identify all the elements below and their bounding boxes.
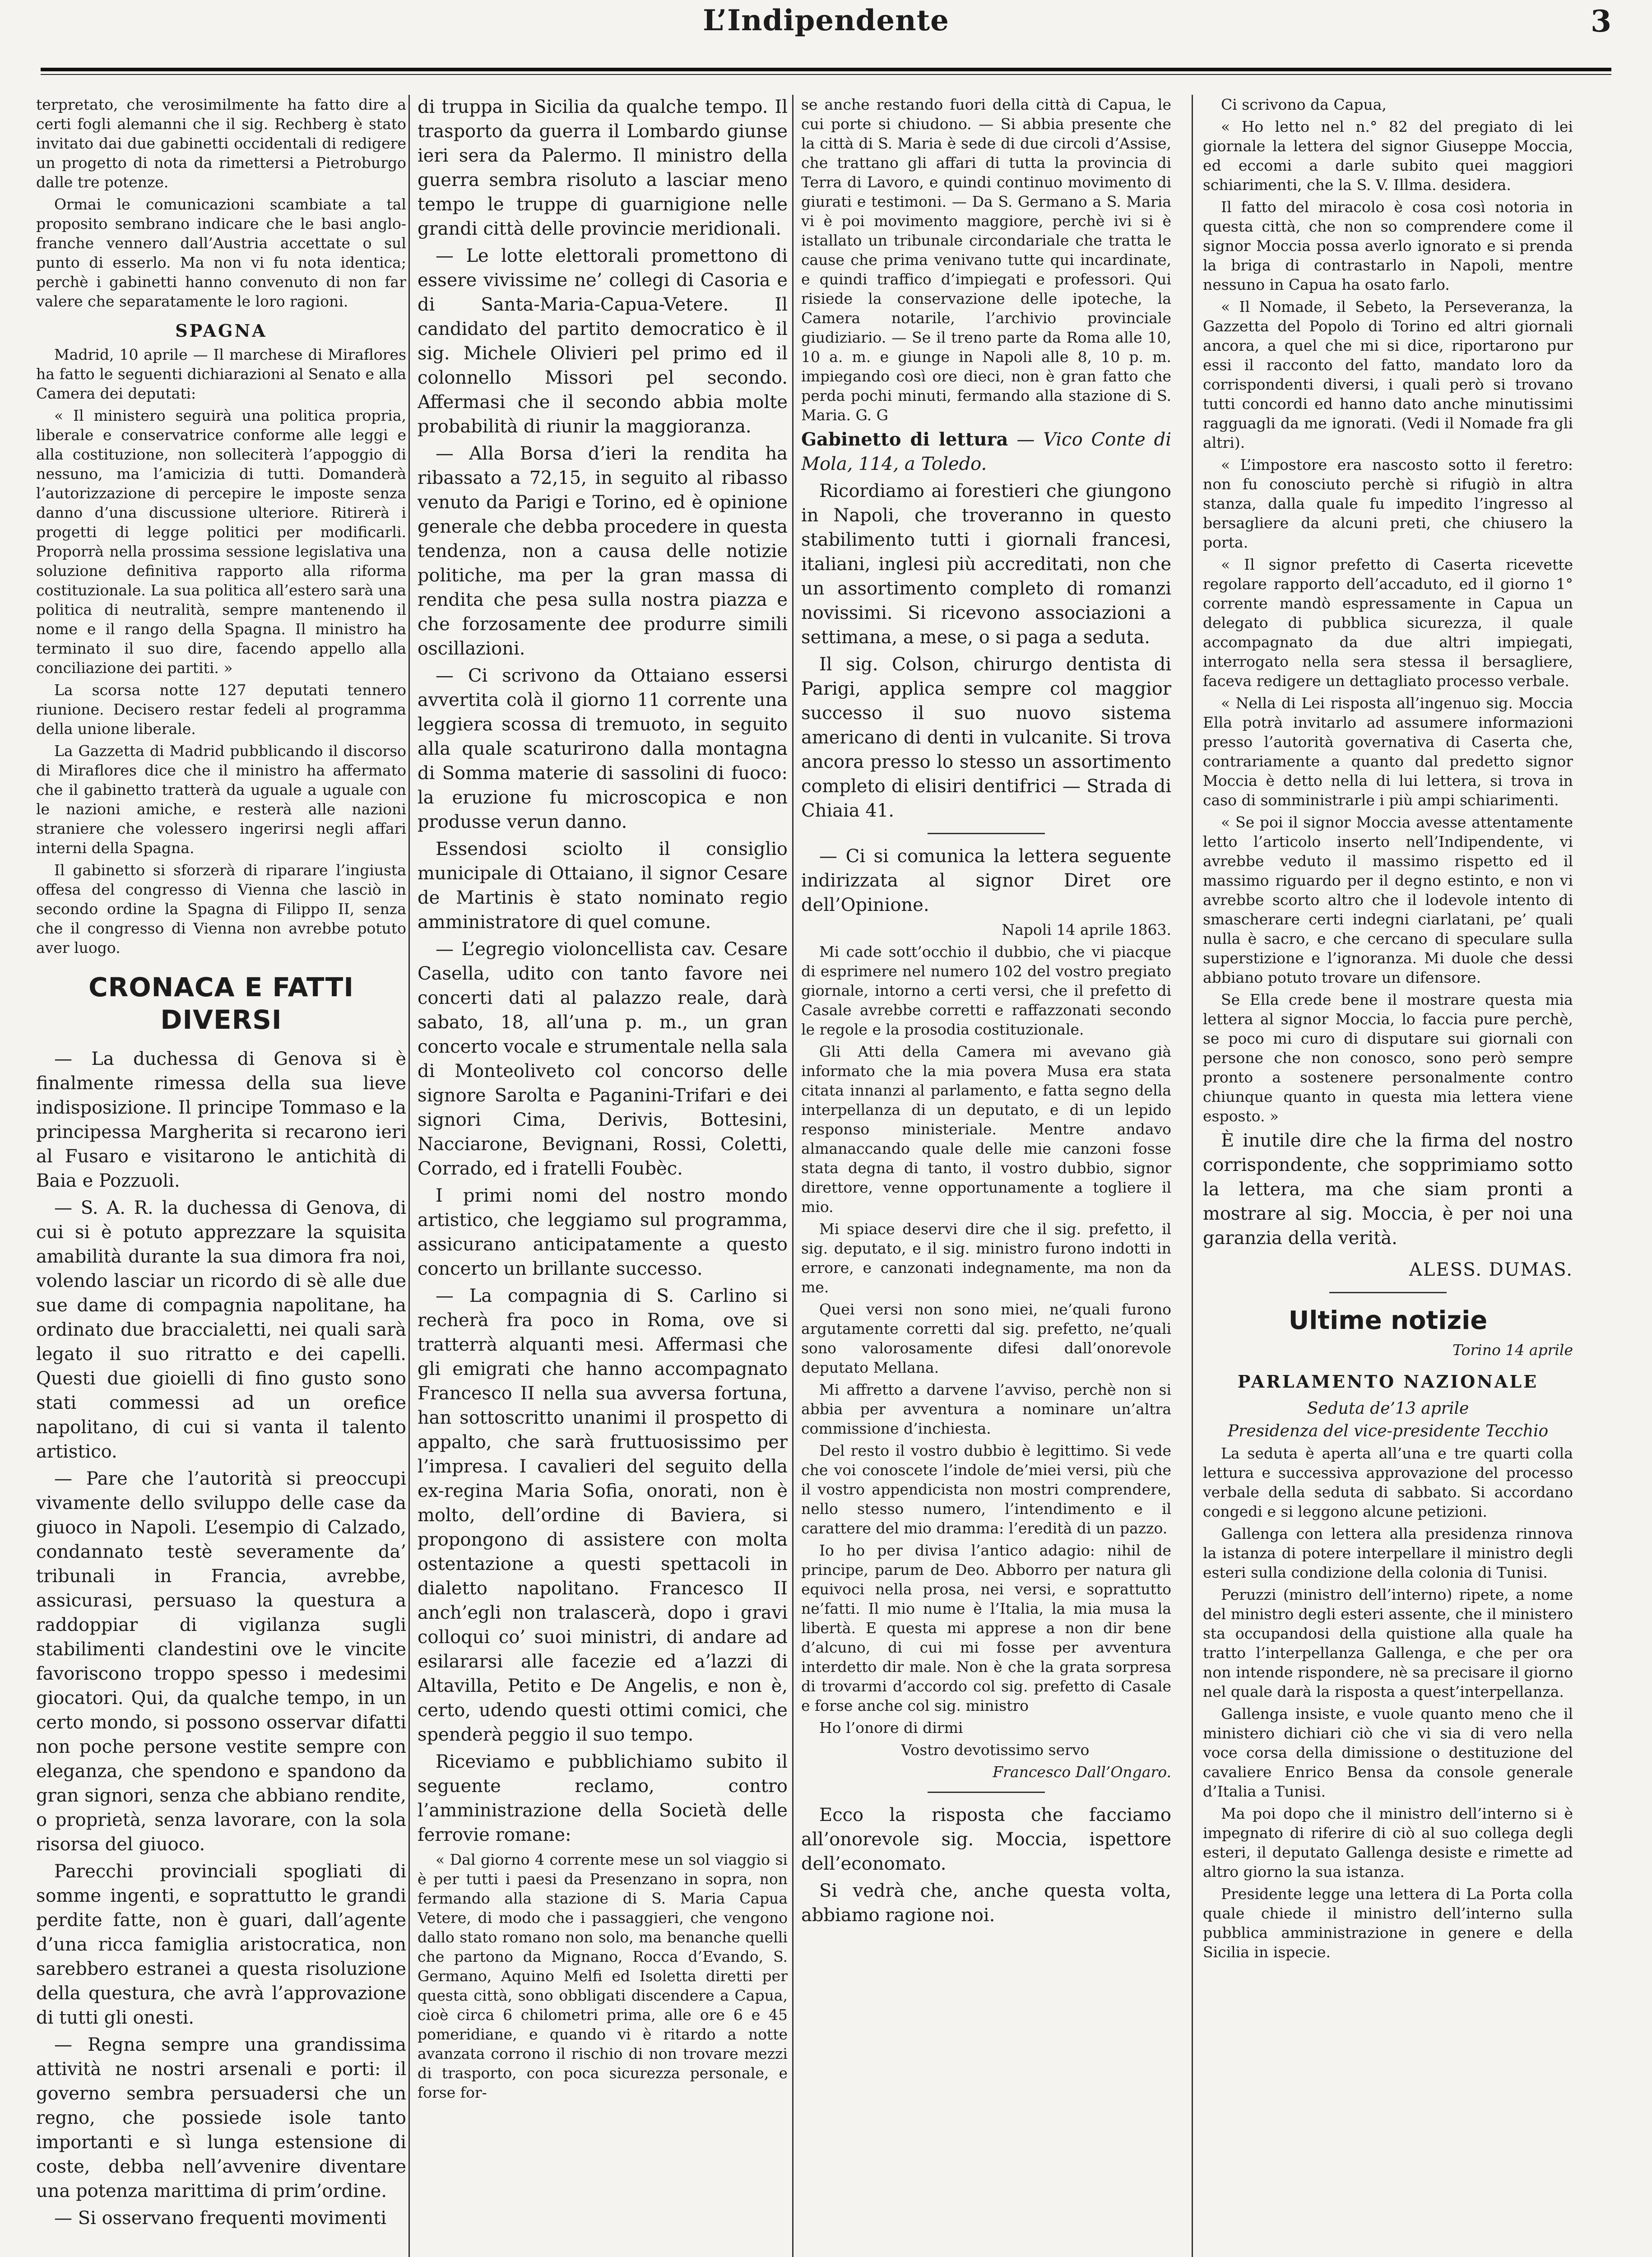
paragraph: Parecchi provinciali spogliati di somme ingenti, e soprattutto le grandi perdite fatte, non è guari, dall’agente d’una ricca famiglia aristocratica, non sarebbero estranei a questa risoluzione della questura, che avrà l’approvazione di tutti gli onesti. [36, 1861, 406, 2028]
paragraph: « Se poi il signor Moccia avesse attentamente letto l’articolo inserto nell’Indipendente, vi avrebbe veduto il massimo rispetto ed il massimo riguardo per il degno estinto, e non vi avrebbe scorto altro che il lodevole intento di smascherare certi indegni ciarlatani, pe’ quali nulla è sacro, e che cercano di speculare sulla superstizione e l’ignoranza. Mi duole che dessi abbiano potuto trovare un difensore. [1203, 813, 1573, 986]
paragraph: Riceviamo e pubblichiamo subito il seguente reclamo, contro l’amministrazione della Società delle ferrovie romane: [418, 1751, 788, 1845]
paragraph: — Alla Borsa d’ieri la rendita ha ribassato a 72,15, in seguito al ribasso venuto da Parigi e Torino, ed è opinione generale che debba procedere in questa tendenza, non a causa delle notizie politiche, ma per la gran massa di rendita che pesa sulla nostra piazza e che forzosamente dee produrre simili oscillazioni. [418, 443, 788, 659]
paragraph: Mi spiace deservi dire che il sig. prefetto, il sig. deputato, e il sig. ministro furono indotti in errore, e canzonati indegnamente, ma non da me. [801, 1220, 1171, 1296]
paragraph: — Si osservano frequenti movimenti [54, 2208, 387, 2229]
closing: Vostro devotissimo servo [901, 1741, 1090, 1759]
dateline: Napoli 14 aprile 1863. [1002, 921, 1171, 938]
gabinetto-heading [801, 427, 1171, 476]
paragraph: Gallenga insiste, e vuole quanto meno che il ministero dichiari ciò che vi sia di vero nella voce corsa della dimissione o destituzione del cavaliere Enrico Bensa da console generale d’Italia a Tunisi. [1203, 1705, 1573, 1800]
divider [928, 1792, 1045, 1793]
masthead-rule [41, 68, 1611, 71]
paragraph: se anche restando fuori della città di Capua, le cui porte si chiudono. — Si abbia presente che la città di S. Maria è sede di due circoli d’Assise, che trattano gli affari di tutta la provincia di Terra di Lavoro, e quindi continuo movimento di giurati e testimoni. — Da S. Germano a S. Maria vi è poi movimento maggiore, perchè ivi si è istallato un tribunale circondariale che tratta le cause che prima venivano tutte qui incardinate, e quindi traffico d’impiegati e professori. Qui risiede la conservazione delle ipoteche, la Camera notarile, l’archivio provinciale giudiziario. — Se il treno parte da Roma alle 10, 10 a. m. e giunge in Napoli alle 8, 10 p. m. impiegando così ore dieci, non è gran fatto che perda pochi minuti, fermando alla stazione di S. Maria. G. G [801, 96, 1171, 424]
column-divider [408, 95, 410, 2257]
paragraph: — Ci scrivono da Ottaiano essersi avvertita colà il giorno 11 corrente una leggiera scossa di tremuoto, in seguito alla quale scaturirono dalla montagna di Somma materie di sassolini di fuoco: la eruzione fu microscopica e non produsse verun danno. [418, 665, 788, 832]
paragraph: Ricordiamo ai forestieri che giungono in Napoli, che troveranno in questo stabilimento tutti i giornali francesi, italiani, inglesi più accreditati, non che un assortimento completo di romanzi novissimi. Si ricevono associazioni a settimana, a mese, o si paga a seduta. [801, 481, 1171, 648]
paragraph: « L’impostore era nascosto sotto il feretro: non fu conosciuto perchè si rifugiò in altra stanza, dalla quale fu impedito l’ingresso al bersagliere da alcuni preti, che chiusero la porta. [1203, 456, 1573, 551]
session-date: Seduta de’13 aprile [1307, 1399, 1469, 1418]
gabinetto-address: — Vico Conte di Mola, 114, a Toledo. [801, 429, 1171, 474]
paragraph: — La compagnia di S. Carlino si recherà fra poco in Roma, ove si tratterrà alquanti mesi. Affermasi che gli emigrati che hanno accompagnato Francesco II nella sua avversa fortuna, han sottoscritto unanimi il prospetto di appalto, che sarà fruttuosissimo per l’impresa. I cavalieri del seguito della ex-regina Maria Sofia, onorati, non è molto, dell’ordine di Baviera, si propongono di assistere con molta ostentazione a questi spettacoli in dialetto napolitano. Francesco II anch’egli non tralascerà, dopo i gravi colloqui co’ suoi ministri, di andare ad esilararsi alle facezie ed a’lazzi di Altavilla, Petito e De Angelis, e non è, certo, udendo questi ottimi comici, che spenderà peggio il suo tempo. [418, 1286, 788, 1745]
paragraph: Il fatto del miracolo è cosa così notoria in questa città, che non so comprendere come il signor Moccia possa averlo ignorato e si prenda la briga di contrastarlo in Napoli, mentre nessuno in Capua ha osato farlo. [1203, 198, 1573, 293]
page-number: 3 [1591, 4, 1611, 39]
paragraph: « Nella di Lei risposta all’ingenuo sig. Moccia Ella potrà invitarlo ad assumere informazioni presso l’autorità governativa di Caserta che, contrariamente a quanto dal predetto signor Moccia è detto nella di lui lettera, si trova in caso di somministrarle i più ampi schiarimenti. [1203, 694, 1573, 809]
signature: Francesco Dall’Ongaro. [993, 1763, 1171, 1781]
paragraph: — L’egregio violoncellista cav. Cesare Casella, udito con tanto favore nei concerti dati al palazzo reale, darà sabato, 18, all’una p. m., un gran concerto vocale e strumentale nella sala di Monteoliveto col concorso delle signore Sarolta e Paganini-Trifari e dei signori Cima, Derivis, Bottesini, Nacciarone, Bevignani, Rossi, Coletti, Corrado, ed i fratelli Foubèc. [418, 939, 788, 1179]
paragraph: — S. A. R. la duchessa di Genova, di cui si è potuto apprezzare la squisita amabilità durante la sua dimora fra noi, volendo lasciar un ricordo di sè alle due sue dame di compagnia napolitane, ha ordinato due braccialetti, nei quali sarà legato il suo ritratto e dei capelli. Questi due gioielli di fino gusto sono stati commessi ad un orefice napolitano, di cui si vanta il talento artistico. [36, 1198, 406, 1462]
paragraph: — Ci si comunica la lettera seguente indirizzata al signor Diret ore dell’Opinione. [801, 846, 1171, 915]
column-1 [36, 95, 406, 2257]
paragraph: « Ho letto nel n.° 82 del pregiato di lei giornale la lettera del signor Giuseppe Moccia, ed eccomi a darle subito quei maggiori schiarimenti, che la S. V. Illma. desidera. [1203, 118, 1573, 194]
paragraph: terpretato, che verosimilmente ha fatto dire a certi fogli alemanni che il sig. Rechberg è stato invitato dai due gabinetti occidentali di redigere un progetto di nota da rimettersi a Pietroburgo dalle tre potenze. [36, 96, 406, 191]
paragraph: Presidente legge una lettera di La Porta colla quale chiede il ministro dell’interno sulla pubblica amministrazione in genere e della Sicilia in ispecie. [1203, 1885, 1573, 1961]
paragraph: Ho l’onore di dirmi [819, 1719, 963, 1737]
paragraph: Del resto il vostro dubbio è legittimo. Si vede che voi conoscete l’indole de’miei versi, più che il vostro appendicista non mostri comprendere, nello stesso numero, l’intendimento e il carattere del mio dramma: l’eredità di un pazzo. [801, 1442, 1171, 1537]
gabinetto-title: Gabinetto di lettura [801, 429, 1008, 450]
paragraph: Essendosi sciolto il consiglio municipale di Ottaiano, il signor Cesare de Martinis è stato nominato regio amministratore di quel comune. [418, 839, 788, 933]
paragraph: Si vedrà che, anche questa volta, abbiamo ragione noi. [801, 1881, 1171, 1926]
newspaper-title: L’Indipendente [703, 4, 949, 37]
section-title-parlamento: PARLAMENTO NAZIONALE [1237, 1371, 1539, 1392]
paragraph: I primi nomi del nostro mondo artistico, che leggiamo sul programma, assicurano anticipatamente a questo concerto un brillante successo. [418, 1185, 788, 1279]
dateline: Torino 14 aprile [1452, 1341, 1573, 1359]
paragraph: Madrid, 10 aprile — Il marchese di Miraflores ha fatto le seguenti dichiarazioni al Senato e alla Camera dei deputati: [36, 346, 406, 402]
paragraph: Gli Atti della Camera mi avevano già informato che la mia povera Musa era stata citata innanzi al parlamento, e fatta segno della interpellanza di un deputato, e di un lepido responso ministeriale. Mentre andavo almanaccando quale delle mie canzoni fosse stata degna di tanto, il vostro dubbio, signor direttore, venne opportunamente a togliere il mio. [801, 1043, 1171, 1216]
paragraph: « Il Nomade, il Sebeto, la Perseveranza, la Gazzetta del Popolo di Torino ed altri giornali ancora, a quel che mi si dice, riportarono pur essi il racconto del fatto, mandato loro da corrispondenti diversi, i quali però si trovano tutti concordi ed hanno dato anche minutissimi ragguagli da me ignorati. (Vedi il Nomade fra gli altri). [1203, 298, 1573, 451]
paragraph: Ecco la risposta che facciamo all’onorevole sig. Moccia, ispettore dell’economato. [801, 1805, 1171, 1874]
section-title-cronaca: CRONACA E FATTI DIVERSI [88, 972, 354, 1035]
divider [928, 833, 1045, 834]
paragraph: — La duchessa di Genova si è finalmente rimessa della sua lieve indisposizione. Il principe Tommaso e la principessa Margherita si recarono ieri al Fusaro e visitarono le antichità di Baia e Pozzuoli. [36, 1049, 406, 1191]
section-title-spagna: SPAGNA [175, 320, 267, 341]
paragraph: Gallenga con lettera alla presidenza rinnova la istanza di potere interpellare il ministro degli esteri sulla condizione della colonia di Tunisi. [1203, 1525, 1573, 1581]
section-title-ultime: Ultime notizie [1288, 1306, 1488, 1335]
presidency: Presidenza del vice-presidente Tecchio [1227, 1422, 1549, 1440]
paragraph: Io ho per divisa l’antico adagio: nihil de principe, parum de Deo. Abborro per natura gli equivoci nella prosa, nei versi, e soprattutto ne’fatti. Il mio nume è l’Italia, la mia musa la libertà. E questa mi apprese a non dir bene d’alcuno, di cui mi fosse per avventura interdetto dir male. Non è che la grata sorpresa di trovarmi d’accordo col sig. prefetto di Casale e forse anche col sig. ministro [801, 1542, 1171, 1714]
paragraph: Ci scrivono da Capua, [1221, 96, 1387, 113]
paragraph: — Regna sempre una grandissima attività ne nostri arsenali e porti: il governo sembra persuadersi che un regno, che possiede isole tanto importanti e sì lunga estensione di coste, debba nell’avvenire diventare una potenza marittima di prim’ordine. [36, 2034, 406, 2201]
paragraph: — Le lotte elettorali promettono di essere vivissime ne’ collegi di Casoria e di Santa-Maria-Capua-Vetere. Il candidato del partito democratico è il sig. Michele Olivieri pel primo ed il colonnello Missori pel secondo. Affermasi che il secondo abbia molte probabilità di riunir la maggioranza. [418, 246, 788, 437]
paragraph: « Il signor prefetto di Caserta ricevette regolare rapporto dell’accaduto, ed il giorno 1° corrente mandò espressamente in Capua un delegato di pubblica sicurezza, il quale accompagnato da due altri impiegati, interrogato nella sera stessa il bersagliere, faceva redigere un dettagliato processo verbale. [1203, 556, 1573, 690]
masthead [41, 0, 1611, 77]
divider [1329, 1292, 1447, 1293]
paragraph: La scorsa notte 127 deputati tennero riunione. Decisero restar fedeli al programma della unione liberale. [36, 681, 406, 738]
paragraph: Ormai le comunicazioni scambiate a tal proposito sembrano indicare che le basi anglo-franche vennero dall’Austria accettate o sul punto di esserlo. Ma non vi fu nota identica; perchè i gabinetti hanno convenuto di non far valere che separatamente le loro ragioni. [36, 195, 406, 310]
signature: ALESS. DUMAS. [1409, 1259, 1573, 1280]
paragraph: Ma poi dopo che il ministro dell’interno si è impegnato di riferire di ciò al suo collega degli esteri, il deputato Gallenga desiste e rimette ad altro giorno la sua istanza. [1203, 1805, 1573, 1881]
paragraph: La Gazzetta di Madrid pubblicando il discorso di Miraflores dice che il ministro ha affermato che il gabinetto tratterà da uguale a uguale con le nazioni amiche, e resterà alle nazioni straniere che volessero ingerirsi negli affari interni della Spagna. [36, 742, 406, 857]
paragraph: Mi affretto a darvene l’avviso, perchè non si abbia per avventura a nominare un’altra commissione d’inchiesta. [801, 1381, 1171, 1437]
paragraph: La seduta è aperta all’una e tre quarti colla lettura e successiva approvazione del processo verbale della seduta di sabbato. Si accordano congedi e si leggono alcune petizioni. [1203, 1444, 1573, 1520]
paragraph: di truppa in Sicilia da qualche tempo. Il trasporto da guerra il Lombardo giunse ieri sera da Palermo. Il ministro della guerra sembra risoluto a lasciar meno tempo le truppe di guarnigione nelle grandi città delle provincie meridionali. [418, 97, 788, 239]
column-2 [418, 95, 788, 2257]
paragraph: Il sig. Colson, chirurgo dentista di Parigi, applica sempre col maggior successo il suo nuovo sistema americano di denti in vulcanite. Si trova ancora presso lo stesso un assortimento completo di elisiri dentifrici — Strada di Chiaia 41. [801, 654, 1171, 821]
paragraph: « Dal giorno 4 corrente mese un sol viaggio si è per tutti i paesi da Presenzano in sopra, non fermando alla stazione di S. Maria Capua Vetere, di modo che i passaggieri, che vengono dallo stato romano non solo, ma benanche quelli che partono da Mignano, Rocca d’Evando, S. Germano, Aquino Melfi ed Isoletta diretti per questa città, sono obbligati discendere a Capua, cioè circa 6 chilometri prima, alle ore 6 e 45 pomeridiane, e quando vi è ritardo a notte avanzata corrono il rischio di non trovare mezzi di trasporto, con poca sicurezza personale, e forse for- [418, 1851, 788, 2101]
paragraph: È inutile dire che la firma del nostro corrispondente, che sopprimiamo sotto la lettera, ma che siam pronti a mostrare al sig. Moccia, è per noi una garanzia della verità. [1203, 1130, 1573, 1249]
paragraph: Mi cade sott’occhio il dubbio, che vi piacque di esprimere nel numero 102 del vostro pregiato giornale, intorno a certi versi, che il prefetto di Casale avrebbe corretti e raffazzonati secondo le regole e la prosodia costituzionale. [801, 943, 1171, 1038]
paragraph: Se Ella crede bene il mostrare questa mia lettera al signor Moccia, lo faccia pure perchè, se poco mi curo di disputare sui giornali con persone che non conosco, sono però sempre pronto a sostenere personalmente contro chiunque quanto in questa mia lettera viene esposto. » [1203, 991, 1573, 1125]
paragraph: « Il ministero seguirà una politica propria, liberale e conservatrice conforme alle leggi e alla costituzione, non solleciterà l’appoggio di nessuno, ma l’amicizia di tutti. Domanderà l’autorizzazione di percepire le imposte senza danno d’una discussione ulteriore. Ritirerà i progetti di legge politici per modificarli. Proporrà nella prossima sessione legislativa una soluzione definitiva rapporto alla riforma costituzionale. La sua politica all’estero sarà una politica di neutralità, sempre mantenendo il nome e il rango della Spagna. Il ministro ha terminato il suo dire, facendo appello alla conciliazione dei partiti. » [36, 407, 406, 677]
paragraph: — Pare che l’autorità si preoccupi vivamente dello sviluppo delle case da giuoco in Napoli. L’esempio di Calzado, condannato testè severamente da’ tribunali in Francia, avrebbe, assicurasi, persuaso la questura a raddoppiar di vigilanza sugli stabilimenti clandestini ove le vincite favoriscono troppo spesso i medesimi giocatori. Qui, da qualche tempo, in un certo mondo, si possono osservar difatti non poche persone vestite sempre con eleganza, che spendono e spandono da gran signori, senza che abbiano rendite, o proprietà, senza lavorare, con la sola risorsa del giuoco. [36, 1468, 406, 1855]
paragraph: Il gabinetto si sforzerà di riparare l’ingiusta offesa del congresso di Vienna che lasciò in secondo ordine la Spagna di Filippo II, senza che il congresso di Vienna non avrebbe potuto aver luogo. [36, 861, 406, 957]
column-divider [1192, 95, 1193, 2257]
column-3 [801, 95, 1171, 2257]
column-4 [1203, 95, 1573, 2257]
masthead-rule-thin [41, 74, 1611, 75]
column-divider [792, 95, 794, 2257]
paragraph: Peruzzi (ministro dell’interno) ripete, a nome del ministro degli esteri assente, che il ministero sta occupandosi della quistione alla quale ha tratto l’interpellanza Gallenga, e che per ora non intende rispondere, nè sa precisare il giorno nel quale darà la risposta a quest’interpellanza. [1203, 1586, 1573, 1700]
paragraph: Quei versi non sono miei, ne’quali furono argutamente corretti dal sig. prefetto, ne’quali sono valorosamente difesi dall’onorevole deputato Mellana. [801, 1300, 1171, 1376]
